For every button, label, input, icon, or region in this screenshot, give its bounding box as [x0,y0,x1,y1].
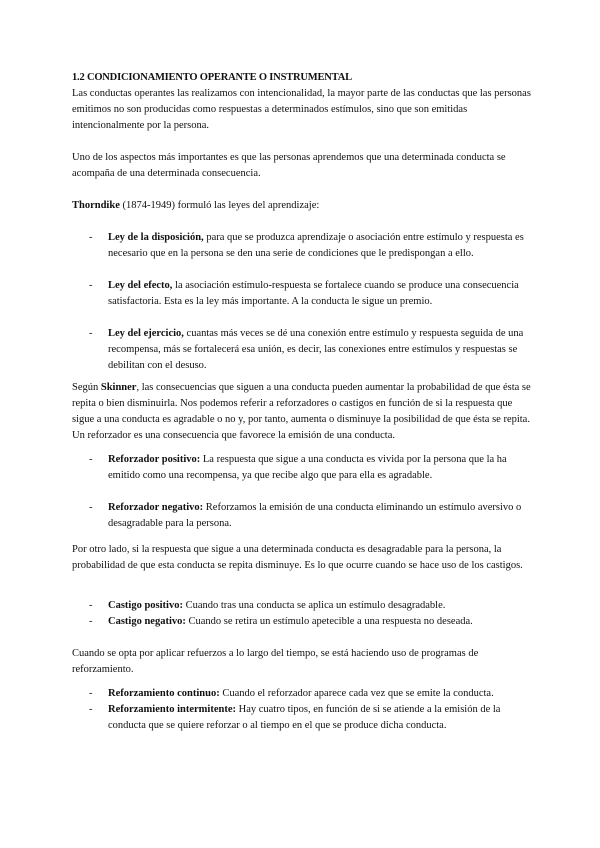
section-heading: 1.2 CONDICIONAMIENTO OPERANTE O INSTRUMENTAL [72,72,352,83]
thorndike-text: (1874-1949) formuló las leyes del aprendizaje: [119,200,320,211]
list-item [72,326,532,374]
thorndike-name: Thorndike [72,200,120,211]
punishment-text: Cuando se retira un estímulo apetecible a una respuesta no deseada. [185,616,473,627]
law-term: Ley del efecto, [108,280,173,291]
list-item [72,230,532,262]
bullet-dash: - [89,502,93,513]
list-item [72,452,532,484]
reinforcer-text: La respuesta que sigue a una conducta es vivida por la persona que la ha emitido como una recompensa, ya que recibe algo que para ella es agradable. [108,454,507,481]
thorndike-paragraph [72,198,532,214]
list-item [72,702,532,734]
bullet-dash: - [89,280,93,291]
program-text: Hay cuatro tipos, en función de si se atiende a la emisión de la conducta que se quiere reforzar o al tiempo en el que se produce dicha conducta. [108,704,501,731]
programs-list [72,686,532,734]
bullet-dash: - [89,454,93,465]
punishments-list [72,598,532,630]
reinforcer-term: Reforzador positivo: [108,454,201,465]
punishment-term: Castigo positivo: [108,600,183,611]
bullet-dash: - [89,232,93,243]
program-term: Reforzamiento intermitente: [108,704,236,715]
skinner-paragraph [72,380,532,444]
bullet-dash: - [89,616,93,627]
program-term: Reforzamiento continuo: [108,688,220,699]
aspects-paragraph: Uno de los aspectos más importantes es que las personas aprendemos que una determinada conducta se acompaña de una determinada consecuencia. [72,152,506,179]
bullet-dash: - [89,704,93,715]
laws-list [72,230,532,374]
reinforcer-term: Reforzador negativo: [108,502,204,513]
law-text: para que se produzca aprendizaje o asociación entre estímulo y respuesta es necesario que en la persona se den una serie de condiciones que le predispongan a ello. [108,232,524,259]
punishment-paragraph: Por otro lado, si la respuesta que sigue a una determinada conducta es desagradable para la persona, la probabilidad de que esta conducta se repita disminuye. Es lo que ocurre cuando se hace uso de los castigos. [72,544,523,571]
programs-paragraph: Cuando se opta por aplicar refuerzos a lo largo del tiempo, se está haciendo uso de programas de reforzamiento. [72,648,479,675]
list-item [72,614,532,630]
reinforcers-list [72,452,532,532]
law-term: Ley de la disposición, [108,232,204,243]
skinner-text: , las consecuencias que siguen a una conducta pueden aumentar la probabilidad de que ésta se repita o bien disminuirla. Nos podemos referir a reforzadores o castigos en función de si la respuesta que sigue a una conducta es agradable o no y, por tanto, aumenta o disminuye la posibilidad de que ésta se repita. Un reforzador es una consecuencia que favorece la emisión de una conducta. [72,382,531,441]
list-item [72,686,532,702]
intro-paragraph: Las conductas operantes las realizamos con intencionalidad, la mayor parte de las conductas que las personas emitimos no son producidas como respuestas a determinados estímulos, sino que son emitidas intencionalmente por la persona. [72,88,531,131]
law-term: Ley del ejercicio, [108,328,184,339]
law-text: cuantas más veces se dé una conexión entre estímulo y respuesta seguida de una recompensa, más se fortalecerá esa unión, es decir, las conexiones entre estímulos y respuestas se debilitan con el desuso. [108,328,524,371]
skinner-name: Skinner [100,382,137,393]
bullet-dash: - [89,688,93,699]
list-item [72,500,532,532]
punishment-term: Castigo negativo: [108,616,186,627]
skinner-pre: Según [72,382,101,393]
list-item [72,598,532,614]
punishment-text: Cuando tras una conducta se aplica un estímulo desagradable. [182,600,446,611]
reinforcer-text: Reforzamos la emisión de una conducta eliminando un estímulo aversivo o desagradable para la persona. [108,502,522,529]
law-text: la asociación estímulo-respuesta se fortalece cuando se produce una consecuencia satisfactoria. Esta es la ley más importante. A la conducta le sigue un premio. [108,280,519,307]
bullet-dash: - [89,600,93,611]
bullet-dash: - [89,328,93,339]
list-item [72,278,532,310]
program-text: Cuando el reforzador aparece cada vez que se emite la conducta. [219,688,494,699]
